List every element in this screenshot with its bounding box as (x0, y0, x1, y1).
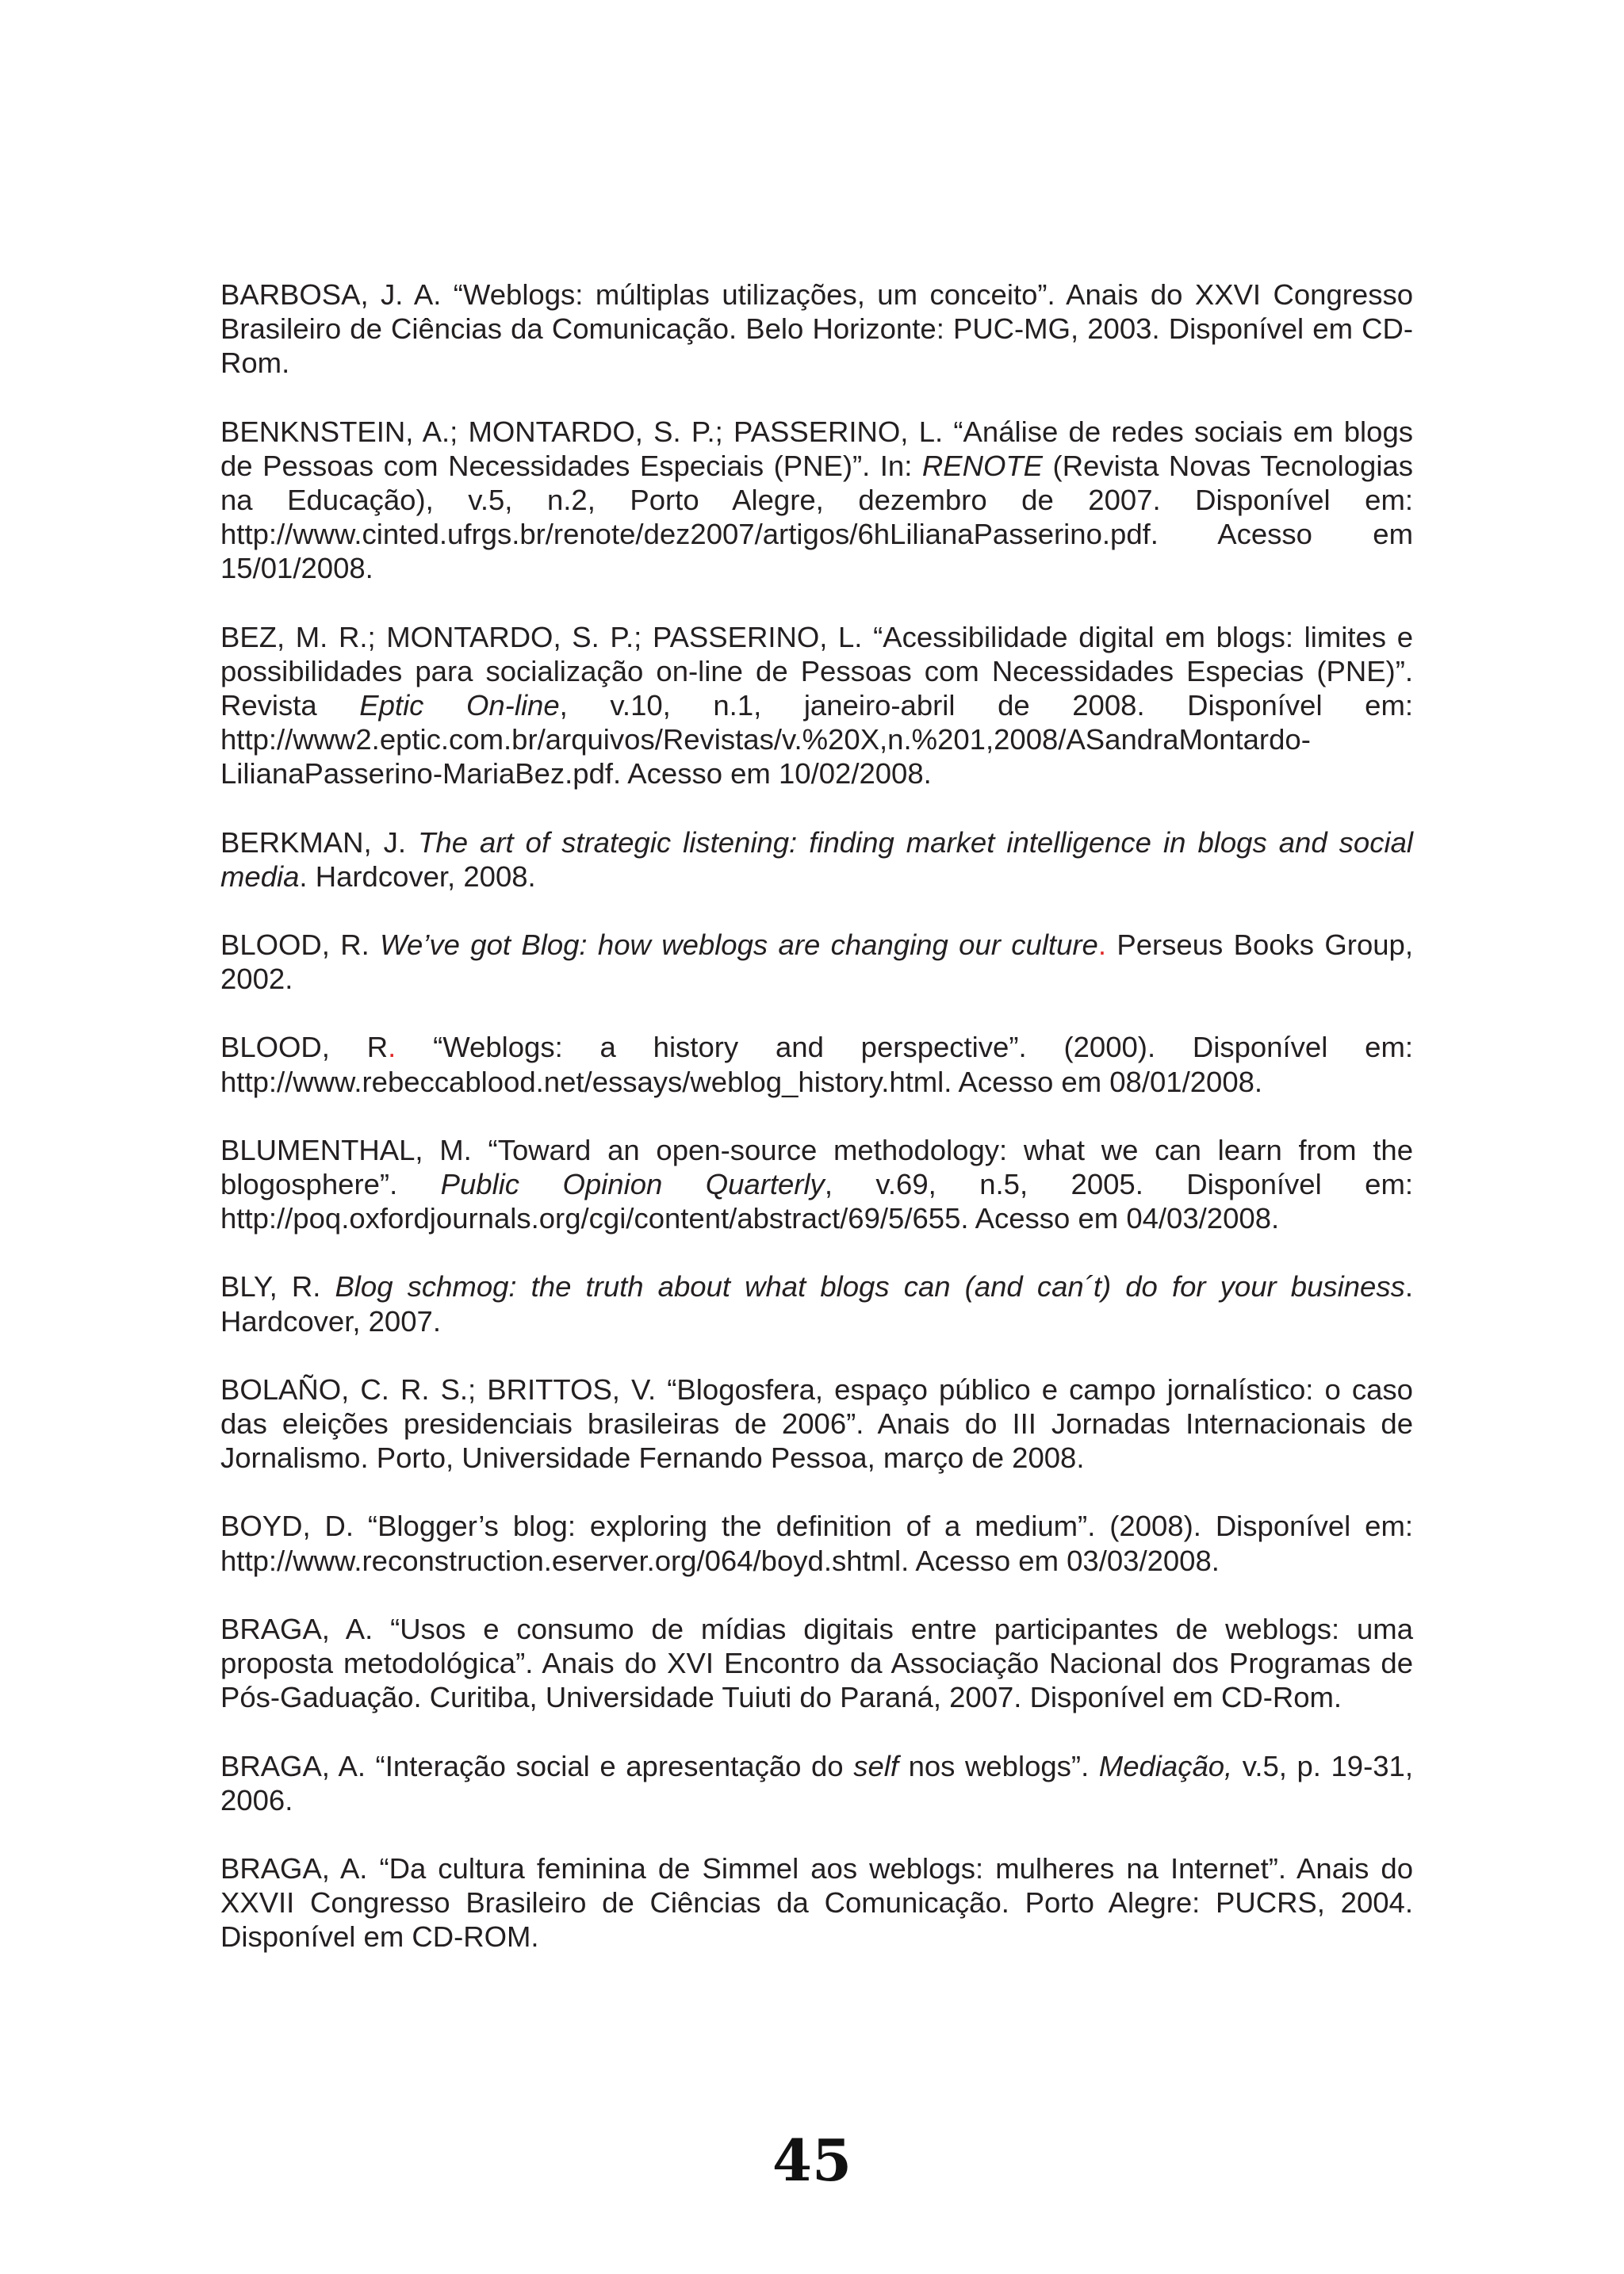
page-number: 45 (772, 2127, 852, 2194)
reference-title-italic: We’ve got Blog: how weblogs are changing our culture (380, 928, 1098, 962)
reference-text: BENKNSTEIN, A.; MONTARDO, S. P.; PASSERINO, L. “Análise de redes sociais em blogs de Pessoas com Necessidades Especiais (PNE)”. In: (220, 415, 1413, 482)
reference-entry (220, 825, 1413, 894)
reference-text: BRAGA, A. “Da cultura feminina de Simmel aos weblogs: mulheres na Internet”. Anais do XXVII Congresso Brasileiro de Ciências da Comunicação. Porto Alegre: PUCRS, 2004. Disponível em CD-ROM. (220, 1851, 1413, 1954)
reference-entry (220, 278, 1413, 381)
reference-entry (220, 1372, 1413, 1476)
reference-entry (220, 1030, 1413, 1098)
reference-entry (220, 1851, 1413, 1954)
reference-text: BLOOD, R (220, 1031, 389, 1064)
reference-text: . (1097, 928, 1106, 962)
reference-title-italic: Blog schmog: the truth about what blogs can (and can´t) do for your business (335, 1270, 1405, 1304)
reference-text: nos weblogs”. (898, 1749, 1099, 1782)
reference-entry (220, 928, 1413, 996)
reference-text: BLY, R. (220, 1270, 335, 1304)
reference-list (220, 278, 1413, 1989)
reference-entry (220, 1133, 1413, 1236)
reference-title-italic: self (853, 1749, 898, 1782)
reference-text: v.5, p. 19-31, 2006. (220, 1749, 1413, 1817)
reference-text: “Weblogs: a history and perspective”. (2000). Disponível em: http://www.rebeccablood.net/essays/weblog_history.html. Acesso em 08/01/2008. (220, 1031, 1413, 1098)
reference-title-italic: The art of strategic listening: finding market intelligence in blogs and social media (220, 825, 1413, 893)
reference-text: . Hardcover, 2007. (220, 1270, 1414, 1338)
reference-entry (220, 620, 1413, 791)
reference-text: . (388, 1031, 396, 1064)
reference-text: BERKMAN, J. (220, 825, 419, 859)
reference-entry (220, 1749, 1413, 1817)
reference-title-italic: Mediação, (1098, 1749, 1233, 1782)
reference-text: , v.10, n.1, janeiro-abril de 2008. Disponível em: http://www2.eptic.com.br/arquivos/Revistas/v.%20X,n.%201,2008/ASandraMontardo-LilianaPasserino-MariaBez.pdf. Acesso em 10/02/2008. (220, 689, 1414, 791)
reference-text: BARBOSA, J. A. “Weblogs: múltiplas utilizações, um conceito”. Anais do XXVI Congresso Brasileiro de Ciências da Comunicação. Belo Horizonte: PUC-MG, 2003. Disponível em CD-Rom. (220, 278, 1413, 380)
reference-text: . Hardcover, 2008. (299, 859, 536, 893)
reference-text: BOLAÑO, C. R. S.; BRITTOS, V. “Blogosfera, espaço público e campo jornalístico: o caso das eleições presidenciais brasileiras de 2006”. Anais do III Jornadas Internacionais de Jornalismo. Porto, Universidade Fernando Pessoa, março de 2008. (220, 1372, 1413, 1475)
reference-text: BLOOD, R. (220, 928, 381, 962)
reference-text: BRAGA, A. “Usos e consumo de mídias digitais entre participantes de weblogs: uma proposta metodológica”. Anais do XVI Encontro da Associação Nacional dos Programas de Pós-Gaduação. Curitiba, Universidade Tuiuti do Paraná, 2007. Disponível em CD-Rom. (220, 1612, 1413, 1714)
reference-entry (220, 1509, 1413, 1577)
reference-entry (220, 1269, 1413, 1338)
reference-title-italic: RENOTE (921, 449, 1044, 482)
reference-text: BEZ, M. R.; MONTARDO, S. P.; PASSERINO, L. “Acessibilidade digital em blogs: limites e possibilidades para socialização on-line de Pessoas com Necessidades Especias (PNE)”. Revista (220, 620, 1413, 722)
reference-text: , v.69, n.5, 2005. Disponível em: http://poq.oxfordjournals.org/cgi/content/abstract/69/5/655. Acesso em 04/03/2008. (220, 1168, 1413, 1235)
reference-entry (220, 1612, 1413, 1715)
reference-text: BOYD, D. “Blogger’s blog: exploring the definition of a medium”. (2008). Disponível em: http://www.reconstruction.eserver.org/064/boyd.shtml. Acesso em 03/03/2008. (220, 1510, 1413, 1577)
reference-text: BLUMENTHAL, M. “Toward an open-source methodology: what we can learn from the blogosphere”. (220, 1133, 1413, 1201)
reference-entry (220, 415, 1413, 586)
reference-text: (Revista Novas Tecnologias na Educação), v.5, n.2, Porto Alegre, dezembro de 2007. Disponível em: http://www.cinted.ufrgs.br/renote/dez2007/artigos/6hLilianaPasserino.pdf. Acesso em 15/01/2008. (220, 449, 1414, 585)
reference-text: Perseus Books Group, 2002. (220, 928, 1413, 996)
reference-title-italic: Public Opinion Quarterly (440, 1168, 825, 1201)
reference-text: BRAGA, A. “Interação social e apresentação do (220, 1749, 854, 1782)
reference-title-italic: Eptic On-line (359, 689, 560, 722)
